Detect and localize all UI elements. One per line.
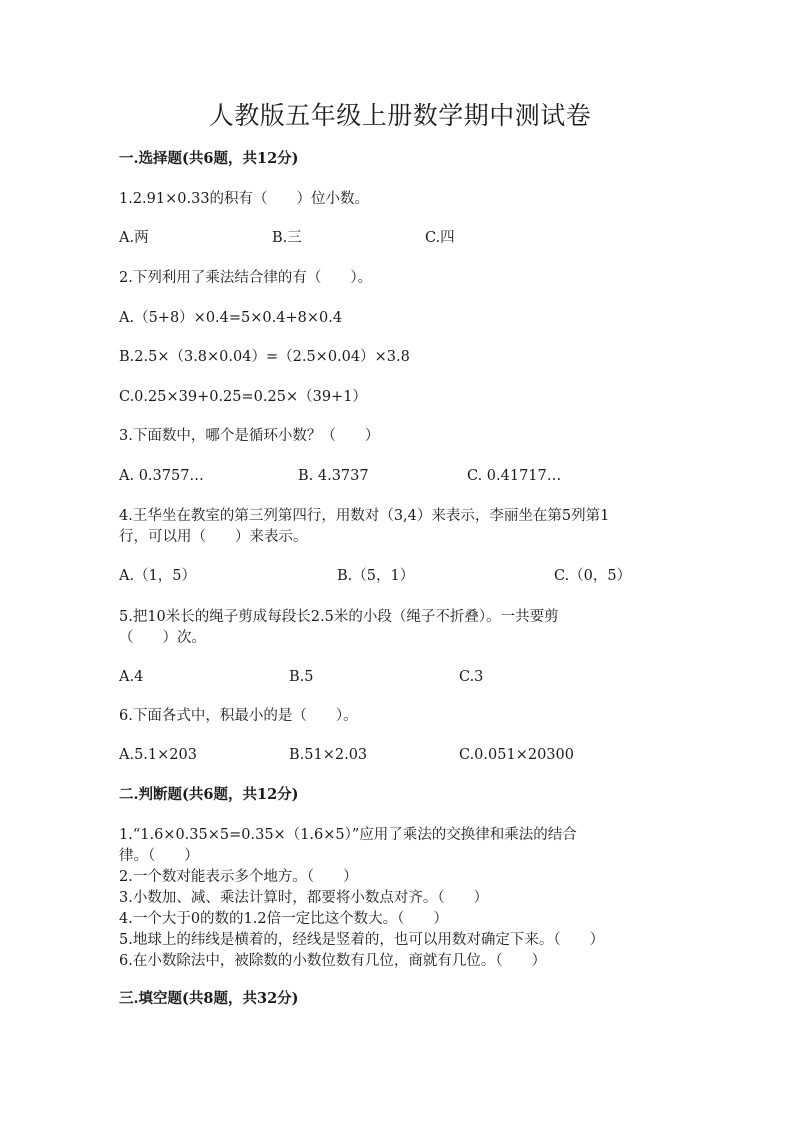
section-heading-fill: 三.填空题(共8题，共32分) <box>119 990 299 1007</box>
question-5-line1: 5.把10米长的绳子剪成每段长2.5米的小段（绳子不折叠）。一共要剪 <box>119 609 559 625</box>
q1-option-b: B.三 <box>272 230 302 246</box>
question-2: 2.下列利用了乘法结合律的有（ ）。 <box>119 270 373 286</box>
q5-option-b: B.5 <box>289 669 314 685</box>
q3-option-c: C. 0.41717… <box>467 468 562 484</box>
q2-option-b: B.2.5×（3.8×0.04）=（2.5×0.04）×3.8 <box>119 349 410 365</box>
question-4-line2: 行，可以用（ ）来表示。 <box>119 529 308 545</box>
q3-option-a: A. 0.3757… <box>119 468 204 484</box>
page-title: 人教版五年级上册数学期中测试卷 <box>208 101 592 130</box>
q4-option-c: C.（0，5） <box>554 568 632 584</box>
q4-option-a: A.（1，5） <box>119 568 197 584</box>
q3-option-b: B. 4.3737 <box>298 468 369 484</box>
q6-option-a: A.5.1×203 <box>119 747 197 763</box>
judge-item: 4.一个大于0的数的1.2倍一定比这个数大。（ ） <box>119 911 448 927</box>
question-5-line2: （ ）次。 <box>119 630 206 646</box>
section-heading-choice: 一.选择题(共6题，共12分) <box>119 150 299 167</box>
q6-option-c: C.0.051×20300 <box>459 747 574 763</box>
judge-item: 5.地球上的纬线是横着的，经线是竖着的，也可以用数对确定下来。（ ） <box>119 932 605 948</box>
judge-item: 1.“1.6×0.35×5=0.35×（1.6×5）”应用了乘法的交换律和乘法的结合 <box>119 827 577 843</box>
judge-item: 2.一个数对能表示多个地方。（ ） <box>119 869 358 885</box>
question-4-line1: 4.王华坐在教室的第三列第四行，用数对（3,4）来表示，李丽坐在第5列第1 <box>119 508 610 524</box>
q5-option-a: A.4 <box>119 669 144 685</box>
q1-option-c: C.四 <box>425 230 455 246</box>
q5-option-c: C.3 <box>459 669 484 685</box>
q4-option-b: B.（5，1） <box>337 568 415 584</box>
q6-option-b: B.51×2.03 <box>289 747 368 763</box>
question-6: 6.下面各式中，积最小的是（ ）。 <box>119 708 358 724</box>
question-3: 3.下面数中，哪个是循环小数？（ ） <box>119 428 380 444</box>
judge-item: 3.小数加、减、乘法计算时，都要将小数点对齐。（ ） <box>119 890 489 906</box>
q2-option-a: A.（5+8）×0.4=5×0.4+8×0.4 <box>119 310 343 326</box>
judge-item: 6.在小数除法中，被除数的小数位数有几位，商就有几位。（ ） <box>119 953 547 969</box>
q2-option-c: C.0.25×39+0.25=0.25×（39+1） <box>119 389 367 405</box>
judge-item: 律。（ ） <box>119 848 199 864</box>
section-heading-judge: 二.判断题(共6题，共12分) <box>119 786 299 803</box>
question-1: 1.2.91×0.33的积有（ ）位小数。 <box>119 191 370 207</box>
q1-option-a: A.两 <box>119 230 149 246</box>
